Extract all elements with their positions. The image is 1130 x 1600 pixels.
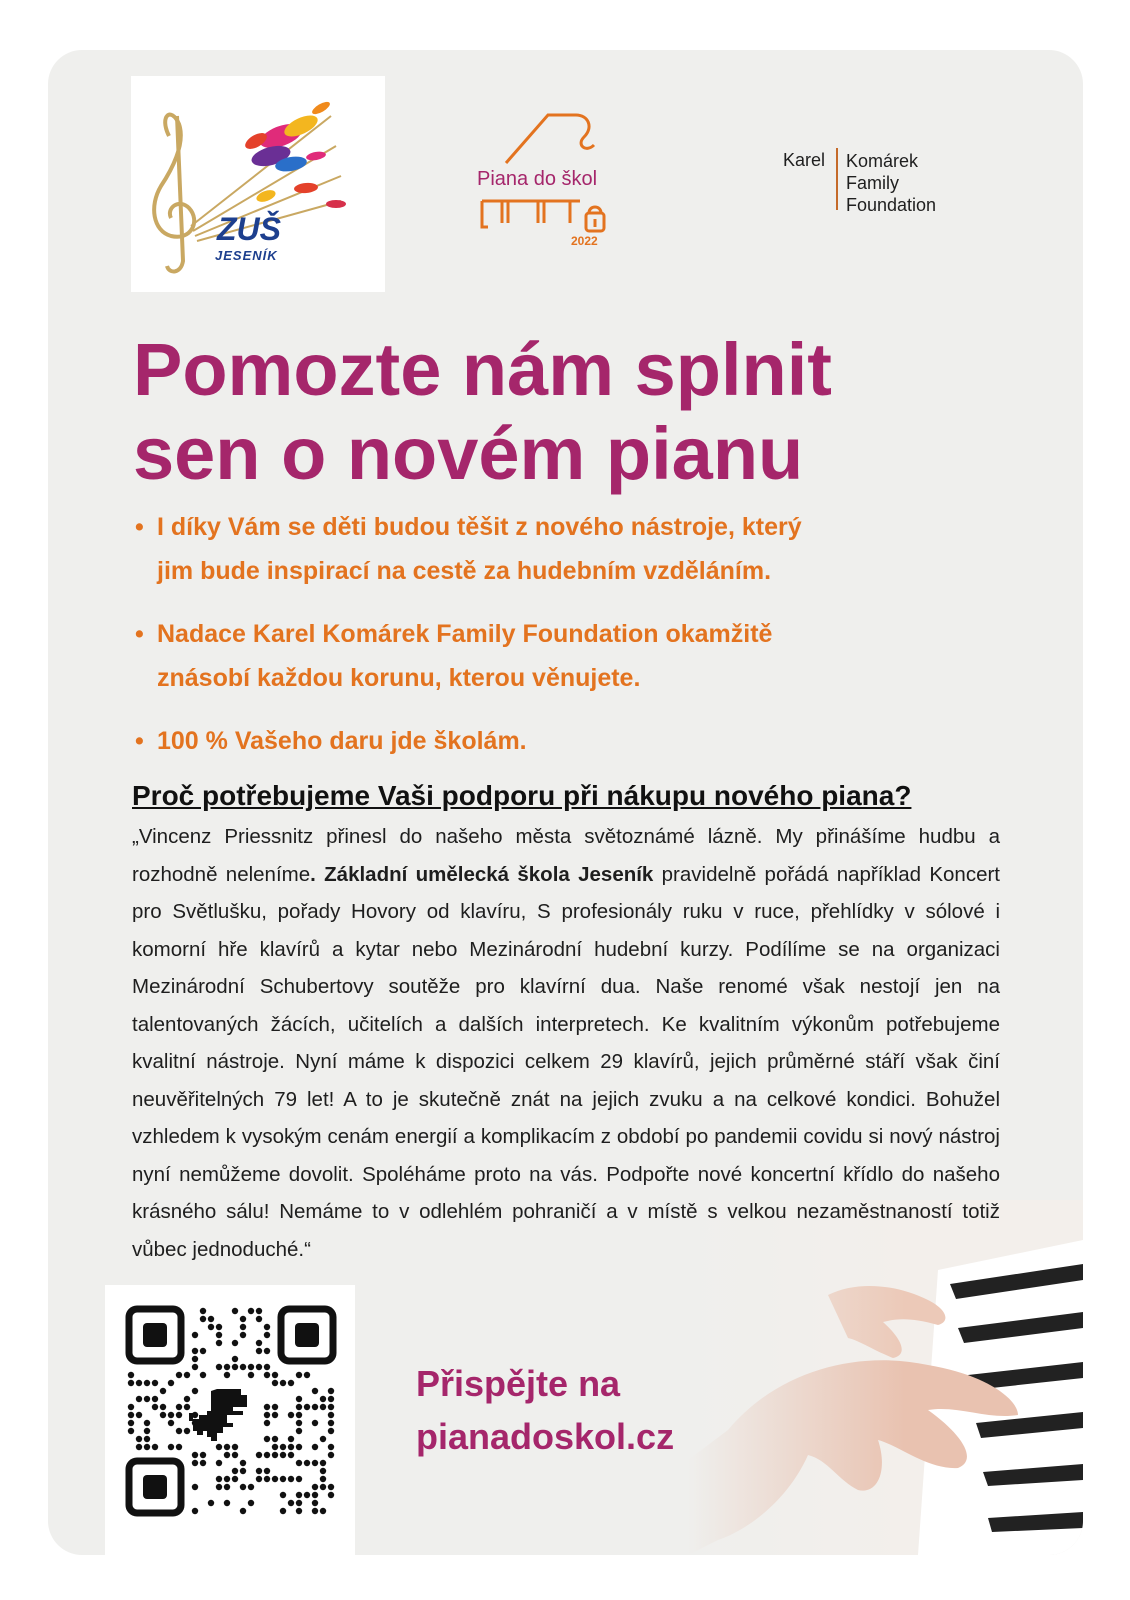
bullet-dot-icon: • <box>135 727 144 755</box>
kkff-logo-first-name: Karel <box>783 150 826 170</box>
bullet-dot-icon: • <box>135 620 144 648</box>
kkff-logo-divider <box>836 148 838 210</box>
cta-website-link[interactable]: pianadoskol.cz <box>416 1416 675 1457</box>
piana-logo-year: 2022 <box>571 234 598 248</box>
call-to-action <box>416 1357 674 1463</box>
body-text-start: „Vincenz Priessnitz přinesl do našeho města světoznámé lázně. My přinášíme hudbu a rozhodně neleníme <box>132 825 1000 886</box>
benefit-item <box>133 719 1033 763</box>
benefit-line: I díky Vám se děti budou těšit z nového nástroje, který <box>157 513 802 541</box>
zus-jesenik-logo <box>131 76 385 292</box>
benefit-item <box>133 612 1033 700</box>
piana-logo-name: Piana do škol <box>477 168 598 190</box>
benefit-line: jim bude inspirací na cestě za hudebním vzděláním. <box>157 557 772 585</box>
benefit-item <box>133 505 1033 593</box>
body-text-rest: pravidelně pořádá například Koncert pro Světlušku, pořady Hovory od klavíru, S profesionály ruku v ruce, přehlídky v sólové i komorní hře klavírů a kytar nebo Mezinárodní hudební kurzy. Podílíme se na organizaci Mezinárodní Schubertovy soutěže pro klavírní dua. Naše renomé však nestojí jen na talentovaných žácích, učitelích a dalších interpretech. Ke kvalitním výkonům potřebujeme kvalitní nástroje. Nyní máme k dispozici celkem 29 klavírů, jejich průměrné stáří však činí neuvěřitelných 79 let! A to je skutečně znát na jejich zvuku a na celkové kondici. Bohužel vzhledem k vysokým cenám energií a komplikacím z období po pandemii covidu si nový nástroj nyní nemůžeme dovolit. Spoléháme proto na vás. Podpořte nové koncertní křídlo do našeho krásného sálu! Nemáme to v odlehlém pohraničí a v místě s velkou nezaměstnaností totiž vůbec jednoduché.“ <box>132 862 1000 1261</box>
piana-do-skol-logo <box>468 105 628 265</box>
kkff-logo-line2: Family <box>846 173 899 193</box>
headline <box>133 328 1033 496</box>
kkff-logo <box>783 145 983 225</box>
poster-card <box>48 50 1083 1555</box>
benefit-line: 100 % Vašeho daru jde školám. <box>157 727 527 755</box>
benefit-line: znásobí každou korunu, kterou věnujete. <box>157 664 641 692</box>
kkff-logo-line1: Komárek <box>846 151 919 171</box>
qr-code-graphic <box>105 1285 355 1555</box>
kkff-logo-line3: Foundation <box>846 195 937 215</box>
benefit-line: Nadace Karel Komárek Family Foundation okamžitě <box>157 620 773 648</box>
cta-line1: Přispějte na <box>416 1363 621 1404</box>
bullet-dot-icon: • <box>135 513 144 541</box>
section-body <box>132 818 1000 1268</box>
school-name-bold: . Základní umělecká škola Jeseník <box>310 862 654 886</box>
benefit-list <box>133 505 1033 782</box>
section-title: Proč potřebujeme Vaši podporu při nákupu nového piana? <box>132 780 912 811</box>
headline-line2: sen o novém pianu <box>133 412 804 495</box>
qr-code[interactable] <box>105 1285 355 1555</box>
headline-line1: Pomozte nám splnit <box>133 328 832 411</box>
kkff-logo-name <box>846 150 936 216</box>
zus-logo-subtext: JESENÍK <box>215 248 278 263</box>
zus-logo-text: ZUŠ <box>217 211 281 247</box>
